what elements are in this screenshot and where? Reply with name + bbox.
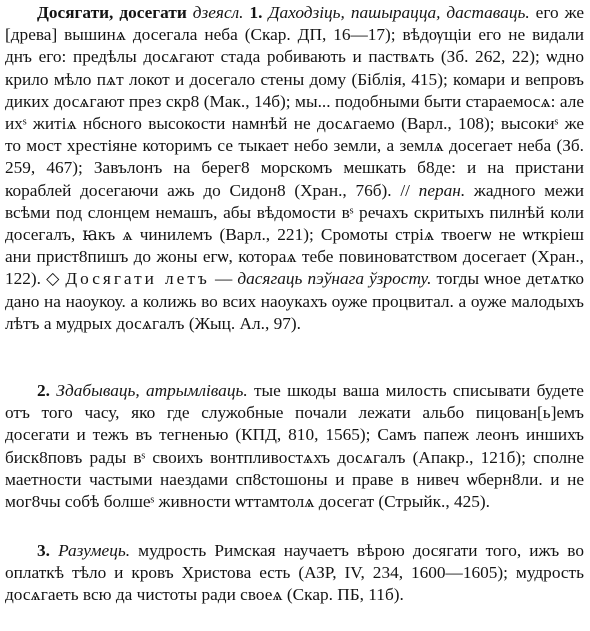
sense-2-number: 2. [37,381,50,400]
sense-3-number: 3. [37,541,50,560]
sense-3-gloss: Разумець. [58,541,131,560]
phrase-gloss: дасягаць пэўнага ўзросту. [237,269,432,289]
phrase-marker-icon: ◇ [46,269,61,289]
headword: Досягати, досегати [37,3,187,22]
phrase-dash: — [214,269,233,289]
figurative-citations: жадного межи всѣми под слонцем немашъ, абы вѣдомости вˢ речахъ скритыхъ пилнѣй коли досегалъ, ꙗкъ ѧ чинилемъ (Варл., 221); Сромоты стріѧ твоегѡ не ѡткріеш ани прист8пишъ до жоны егѡ, котораѧ тебе повиноватством досегает (Хран., 122). [5,180,584,289]
sense-1-citations: его же [древа] вышинѧ досегала неба (Скар. ДП, 16—17); вѣдѹщіи его не видали днъ его: предѣлы досѧгают стада робивають и паствѧть (Зб. 262, 22); ѡдно крило мѣло пѧт локот и досегало стены дому (Біблія, 415); комари и вепровъ диких досѧгают през скр8 (Мак., 14б); мы... подобными быти стараемосѧ: але ихˢ житіѧ нбсного высокости намнѣй не досѧгаемо (Варл., 108); высокиˢ же то мост хрестіяне которимъ се тыкает небо земли, а землѧ досегает неба (Зб. 259, 467); Завълонъ на берег8 морскомъ мешкать б8де: и на пристани кораблей досегаючи ажь до Сидон8 (Хран., 76б). [5,3,585,200]
sense-3-citations: мудрость Римская научаетъ вѣрою досягати того, ижъ во оплаткѣ тѣло и кровъ Христова есть (АЗР, IV, 234, 1600—1605); мудрость досѧгаеть всю да чистоты ради своеѧ (Скар. ПБ, 11б). [5,541,584,605]
sense-2-paragraph [5,380,584,513]
phrase: Досягати летъ [65,269,210,289]
part-of-speech: дзеясл. [192,3,244,22]
sense-2-citations: тые шкоды ваша милость списывати будете отъ того часу, яко где служобные почали лежати альбо пицован[ь]емъ досегати и тежъ въ тегненью (КПД, 810, 1565); Самъ папеж леонъ иншихъ биск8повъ рады вˢ своихъ вонтпливостѧхъ досѧгалъ (Апакр., 121б); сполне маетности частыми наездами сп8стошоны и праве в нивеч ѡберн8ли. и не мог8чы собѣ болшеˢ живности ѡттамтолѧ досегат (Стрыйк., 425). [5,381,584,512]
sense-1-paragraph [5,2,584,335]
phrase-citations: тогды ѡное детѧтко дано на наоукоу. а колижь во всих наоукахъ оуже процвитал. а оуже малодыхъ лѣтъ а мудрых досѧгалъ (Жыц. Ал., 97). [5,269,585,333]
figurative-marker: // [400,180,410,200]
sense-1-gloss: Даходзіць, пашыраццa, даставаць. [268,3,530,22]
sense-1-number: 1. [249,3,263,22]
sense-3-paragraph [5,540,584,607]
sense-2-gloss: Здабываць, атрымліваць. [56,381,248,400]
figurative-label: перан. [418,180,466,200]
